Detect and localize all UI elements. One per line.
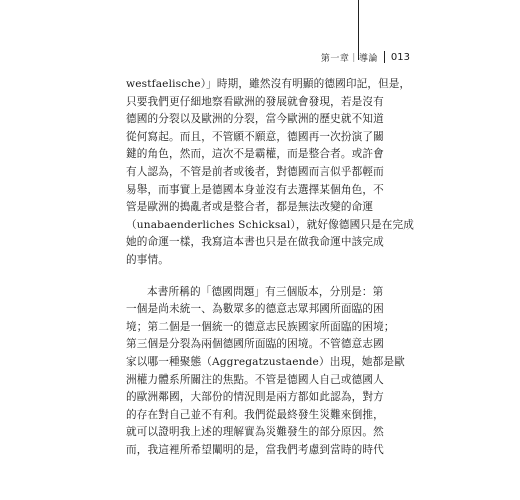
- text-line: 的事情。: [126, 253, 169, 266]
- text-line: 本書所稱的「德國問題」有三個版本，分別是：第: [147, 285, 384, 298]
- text-line: 而，我這裡所希望闡明的是，當我們考慮到當時的時代: [126, 443, 384, 456]
- text-line: 的存在對自己並不有利。我們從最終發生災難來倒推，: [126, 408, 384, 421]
- paragraph-1: [126, 76, 415, 270]
- text-line: 從何寫起。而且，不管願不願意，德國再一次扮演了關: [126, 130, 384, 143]
- text-line: 境；第二個是一個統一的德意志民族國家所面臨的困境；: [126, 320, 395, 333]
- text-line: 只要我們更仔細地察看歐洲的發展就會發現，若是沒有: [126, 95, 384, 108]
- text-line: westfaelische）」時期，雖然沒有明顯的德國印記，但是，: [126, 78, 411, 90]
- text-line: 一個是尚未統一、為數眾多的德意志眾邦國所面臨的困: [126, 303, 384, 316]
- text-line: 管是歐洲的搗亂者或是整合者，都是無法改變的命運: [126, 201, 374, 214]
- text-line: 就可以證明我上述的理解實為災難發生的部分原因。然: [126, 426, 384, 439]
- text-line: 德國的分裂以及歐洲的分裂，當今歐洲的歷史就不知道: [126, 113, 384, 126]
- running-head: [290, 48, 410, 66]
- text-line: 有人認為，不管是前者或後者，對德國而言似乎都輕而: [126, 165, 384, 178]
- text-line: 易舉，而事實上是德國本身並沒有去選擇某個角色，不: [126, 183, 384, 196]
- running-head-chapter: 第一章｜導論: [320, 53, 378, 64]
- text-line: 家以哪一種聚態（Aggregatzustaende）出現，她都是歐: [126, 355, 405, 368]
- text-line: 鍵的角色，然而，這次不是霸權，而是整合者。或許會: [126, 148, 384, 161]
- paragraph-2: [126, 284, 412, 460]
- page-number: 013: [390, 51, 410, 63]
- body-text: [126, 76, 415, 473]
- text-line: 洲權力體系所關注的焦點。不管是德國人自己或德國人: [126, 373, 384, 386]
- text-line: （unabaenderliches Schicksal），就好像德國只是在完成: [126, 218, 415, 231]
- text-line: 第三個是分裂為兩個德國所面臨的困境。不管德意志國: [126, 338, 384, 351]
- text-line: 她的命運一樣，我寫這本書也只是在做我命運中該完成: [126, 236, 384, 249]
- running-head-divider: [384, 51, 385, 63]
- text-line: 的歐洲鄰國，大部份的情況則是兩方都如此認為，對方: [126, 391, 384, 404]
